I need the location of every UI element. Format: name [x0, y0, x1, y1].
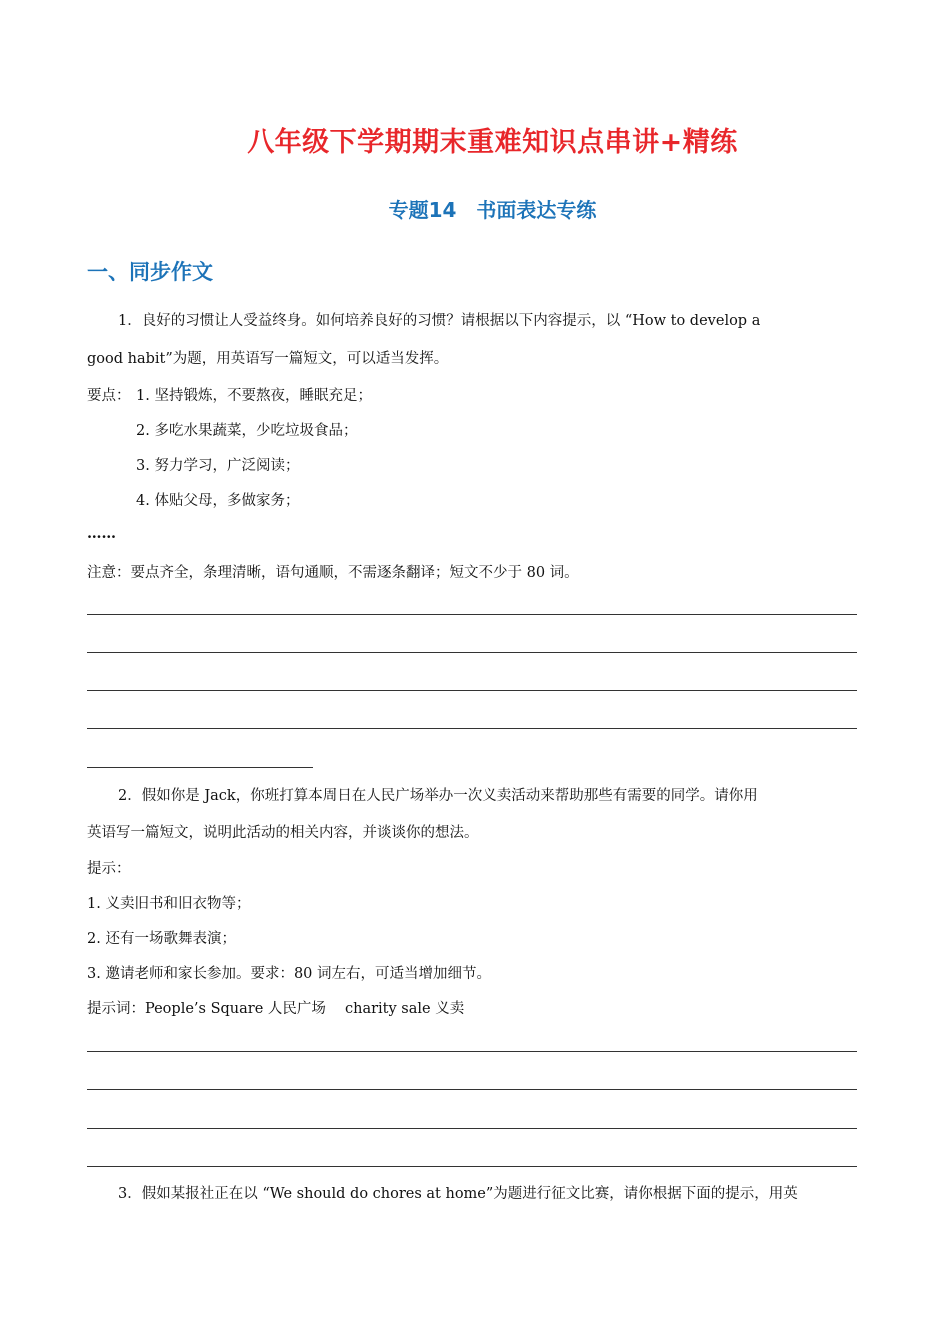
q1-point: 3. 努力学习，广泛阅读； — [136, 458, 300, 474]
page-title: 八年级下学期期末重难知识点串讲+精练 — [247, 127, 738, 158]
section-heading: 一、同步作文 — [87, 260, 213, 284]
q2-intro-line1: 2．假如你是 Jack，你班打算本周日在人民广场举办一次义卖活动来帮助那些有需要的同学。请你用 — [118, 788, 758, 804]
page-subtitle: 专题14 书面表达专练 — [388, 198, 597, 222]
answer-line — [87, 1051, 857, 1052]
q1-ellipsis: …… — [87, 525, 116, 542]
answer-line — [87, 1128, 857, 1129]
q2-hint: 3. 邀请老师和家长参加。要求：80 词左右，可适当增加细节。 — [87, 966, 492, 982]
q2-hint-label: 提示： — [87, 861, 131, 877]
q1-intro-line2: good habit”为题，用英语写一篇短文，可以适当发挥。 — [87, 351, 449, 367]
q2-keywords: 提示词：People’s Square 人民广场 charity sale 义卖 — [87, 1001, 465, 1017]
q2-hint: 2. 还有一场歌舞表演； — [87, 931, 236, 947]
q1-point: 4. 体贴父母，多做家务； — [136, 493, 300, 509]
answer-line — [87, 1166, 857, 1167]
answer-line — [87, 690, 857, 691]
answer-line — [87, 614, 857, 615]
q2-hint: 1. 义卖旧书和旧衣物等； — [87, 896, 251, 912]
q2-intro-line2: 英语写一篇短文，说明此活动的相关内容，并谈谈你的想法。 — [87, 825, 479, 841]
q1-note: 注意：要点齐全，条理清晰，语句通顺，不需逐条翻译；短文不少于 80 词。 — [87, 565, 579, 581]
q1-points-label: 要点： — [87, 388, 131, 404]
q3-intro-line1: 3．假如某报社正在以 “We should do chores at home”为题进行征文比赛，请你根据下面的提示，用英 — [118, 1186, 798, 1202]
q1-intro-line1: 1．良好的习惯让人受益终身。如何培养良好的习惯？请根据以下内容提示，以 “How to develop a — [118, 313, 761, 329]
q1-point: 1. 坚持锻炼，不要熬夜，睡眠充足； — [136, 388, 372, 404]
q1-point: 2. 多吃水果蔬菜，少吃垃圾食品； — [136, 423, 358, 439]
answer-line — [87, 728, 857, 729]
answer-line-short — [87, 767, 313, 768]
answer-line — [87, 652, 857, 653]
answer-line — [87, 1089, 857, 1090]
